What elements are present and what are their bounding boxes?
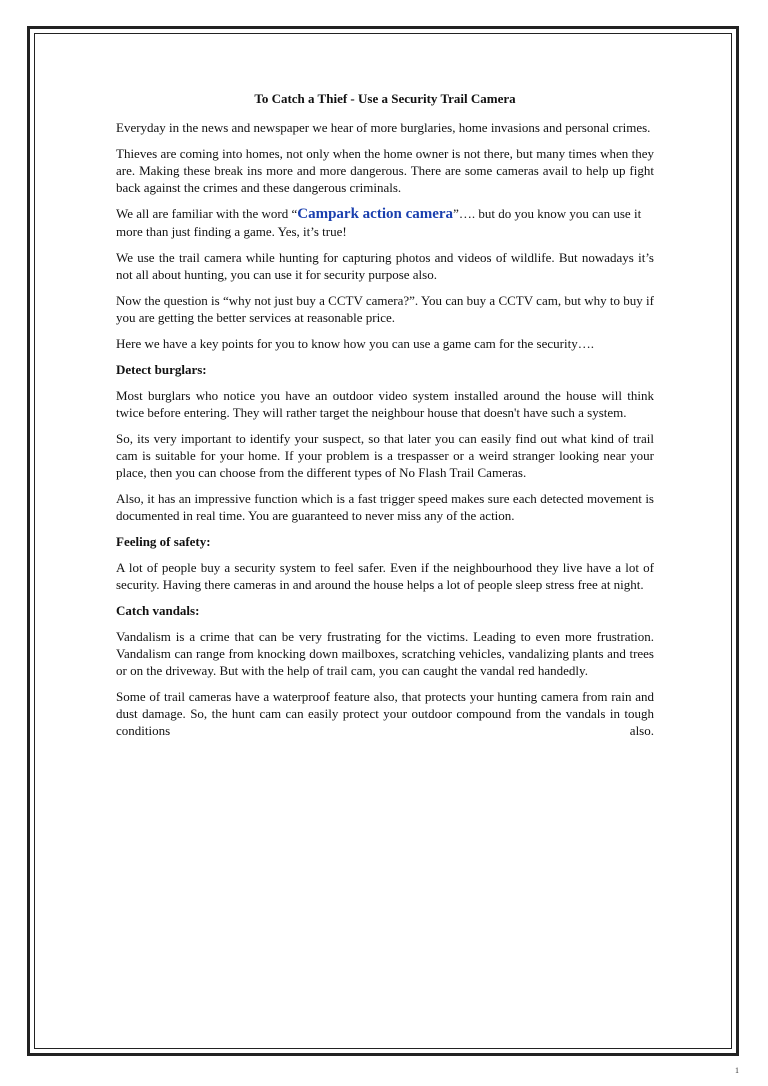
paragraph-7: Most burglars who notice you have an outdoor video system installed around the house will think twice before entering. They will rather target the neighbour house that doesn't have such a system. (116, 388, 654, 420)
document-body (116, 90, 654, 748)
heading-feeling-of-safety: Feeling of safety: (116, 534, 211, 549)
campark-camera-link[interactable]: Campark action camera (297, 206, 454, 222)
page-number: 1 (735, 1066, 739, 1075)
paragraph-12: Some of trail cameras have a waterproof feature also, that protects your hunting camera from rain and dust damage. So, the hunt cam can easily protect your outdoor compound from the vandals in tough conditions also. (116, 689, 654, 738)
paragraph-4: We use the trail camera while hunting for capturing photos and videos of wildlife. But nowadays it’s not all about hunting, you can use it for security purpose also. (116, 250, 654, 282)
paragraph-3-before: We all are familiar with the word “ (116, 206, 298, 221)
document-title: To Catch a Thief - Use a Security Trail Camera (254, 91, 516, 106)
paragraph-9: Also, it has an impressive function which is a fast trigger speed makes sure each detected movement is documented in real time. You are guaranteed to never miss any of the action. (116, 491, 654, 523)
paragraph-1: Everyday in the news and newspaper we hear of more burglaries, home invasions and personal crimes. (116, 120, 651, 135)
paragraph-2: Thieves are coming into homes, not only when the home owner is not there, but many times when they are. Making these break ins more and more dangerous. There are some cameras avail to help up fight back against the crimes and these dangerous criminals. (116, 146, 654, 195)
paragraph-10: A lot of people buy a security system to feel safer. Even if the neighbourhood they live have a lot of security. Having there cameras in and around the house helps a lot of people sleep stress free at night. (116, 560, 654, 592)
paragraph-11: Vandalism is a crime that can be very frustrating for the victims. Leading to even more frustration. Vandalism can range from knocking down mailboxes, scratching vehicles, vandalizing plants and trees or on the driveway. But with the help of trail cam, you can caught the vandal red handedly. (116, 629, 654, 678)
paragraph-5: Now the question is “why not just buy a CCTV camera?”. You can buy a CCTV cam, but why to buy if you are getting the better services at reasonable price. (116, 293, 654, 325)
heading-catch-vandals: Catch vandals: (116, 603, 200, 618)
paragraph-3 (116, 205, 654, 240)
paragraph-6: Here we have a key points for you to know how you can use a game cam for the security…. (116, 336, 594, 351)
paragraph-3-after: ”…. but do you know you can use it more than just finding a game. Yes, it’s true! (116, 206, 642, 239)
paragraph-8: So, its very important to identify your suspect, so that later you can easily find out what kind of trail cam is suitable for your home. If your problem is a trespasser or a weird stranger looking near your place, then you can choose from the different types of No Flash Trail Cameras. (116, 431, 654, 480)
heading-detect-burglars: Detect burglars: (116, 362, 207, 377)
